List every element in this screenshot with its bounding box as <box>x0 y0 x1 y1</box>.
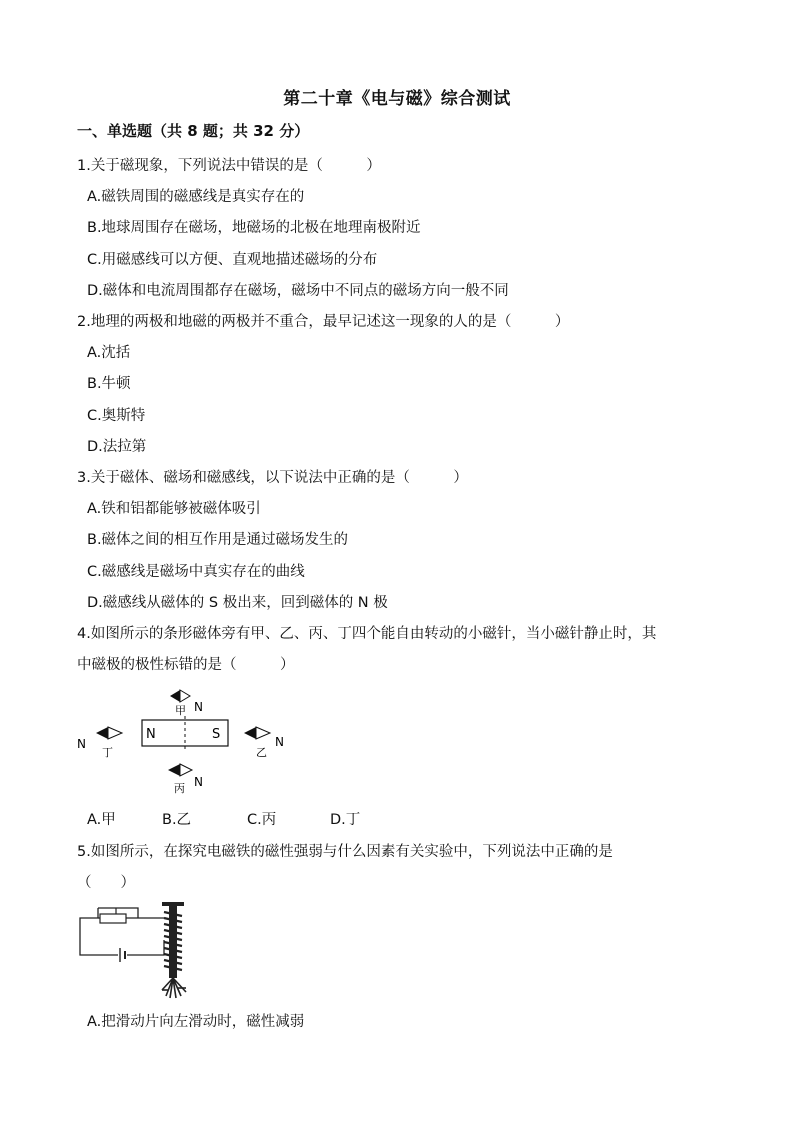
needle-yi-white <box>256 727 270 739</box>
needle-bing-white <box>180 764 192 776</box>
q4-stem-line2: 中磁极的极性标错的是（ ） <box>77 657 295 673</box>
attracted-pins <box>162 978 186 998</box>
magnet-s-label: S <box>212 727 221 742</box>
needle-ding-black <box>96 727 108 739</box>
q1-option-b: B.地球周围存在磁场，地磁场的北极在地理南极附近 <box>87 220 421 236</box>
needle-yi-pole: N <box>275 735 284 749</box>
needle-jia-white <box>180 690 190 702</box>
circuit-wire <box>80 908 98 955</box>
needle-bing-black <box>168 764 180 776</box>
q5-stem-line2: （ ） <box>77 875 135 891</box>
needle-jia-black <box>170 690 180 702</box>
q4-option-c: C.丙 <box>247 812 277 828</box>
q1-stem: 1.关于磁现象，下列说法中错误的是（ ） <box>77 158 381 174</box>
needle-bing-label: 丙 <box>174 782 185 795</box>
core-cap <box>162 902 184 906</box>
circuit-wire-bottom-right <box>127 940 164 955</box>
q2-option-c: C.奥斯特 <box>87 408 146 424</box>
q1-option-d: D.磁体和电流周围都存在磁场，磁场中不同点的磁场方向一般不同 <box>87 283 509 299</box>
q2-option-b: B.牛顿 <box>87 376 131 392</box>
q2-stem: 2.地理的两极和地磁的两极并不重合，最早记述这一现象的人的是（ ） <box>77 314 570 330</box>
q3-option-b: B.磁体之间的相互作用是通过磁场发生的 <box>87 532 349 548</box>
needle-jia-pole: N <box>194 700 203 714</box>
q2-option-d: D.法拉第 <box>87 439 147 455</box>
q3-option-d: D.磁感线从磁体的 S 极出来，回到磁体的 N 极 <box>87 595 388 611</box>
q4-option-b: B.乙 <box>162 812 192 828</box>
needle-ding-pole: N <box>77 737 86 751</box>
q3-option-c: C.磁感线是磁场中真实存在的曲线 <box>87 564 305 580</box>
q2-option-a: A.沈括 <box>87 345 131 361</box>
document-title: 第二十章《电与磁》综合测试 <box>283 89 511 109</box>
q5-stem-line1: 5.如图所示，在探究电磁铁的磁性强弱与什么因素有关实验中，下列说法中正确的是 <box>77 844 613 860</box>
q4-stem-line1: 4.如图所示的条形磁体旁有甲、乙、丙、丁四个能自由转动的小磁针，当小磁针静止时，其 <box>77 626 657 642</box>
q4-option-a: A.甲 <box>87 812 116 828</box>
needle-bing-pole: N <box>194 775 203 789</box>
q3-stem: 3.关于磁体、磁场和磁感线，以下说法中正确的是（ ） <box>77 470 468 486</box>
q4-magnet-figure <box>70 686 300 801</box>
q1-option-a: A.磁铁周围的磁感线是真实存在的 <box>87 189 305 205</box>
needle-yi-black <box>244 727 256 739</box>
q1-option-c: C.用磁感线可以方便、直观地描述磁场的分布 <box>87 252 378 268</box>
needle-yi-label: 乙 <box>256 746 267 759</box>
section-heading: 一、单选题（共 8 题；共 32 分） <box>77 122 310 140</box>
q4-option-d: D.丁 <box>330 812 361 828</box>
q5-option-a: A.把滑动片向左滑动时，磁性减弱 <box>87 1014 305 1030</box>
q3-option-a: A.铁和铝都能够被磁体吸引 <box>87 501 261 517</box>
needle-jia-label: 甲 <box>175 704 186 717</box>
q5-electromagnet-figure <box>76 900 206 1002</box>
magnet-n-label: N <box>146 727 156 742</box>
needle-ding-label: 丁 <box>102 746 113 759</box>
rheostat <box>100 914 126 923</box>
needle-ding-white <box>108 727 122 739</box>
